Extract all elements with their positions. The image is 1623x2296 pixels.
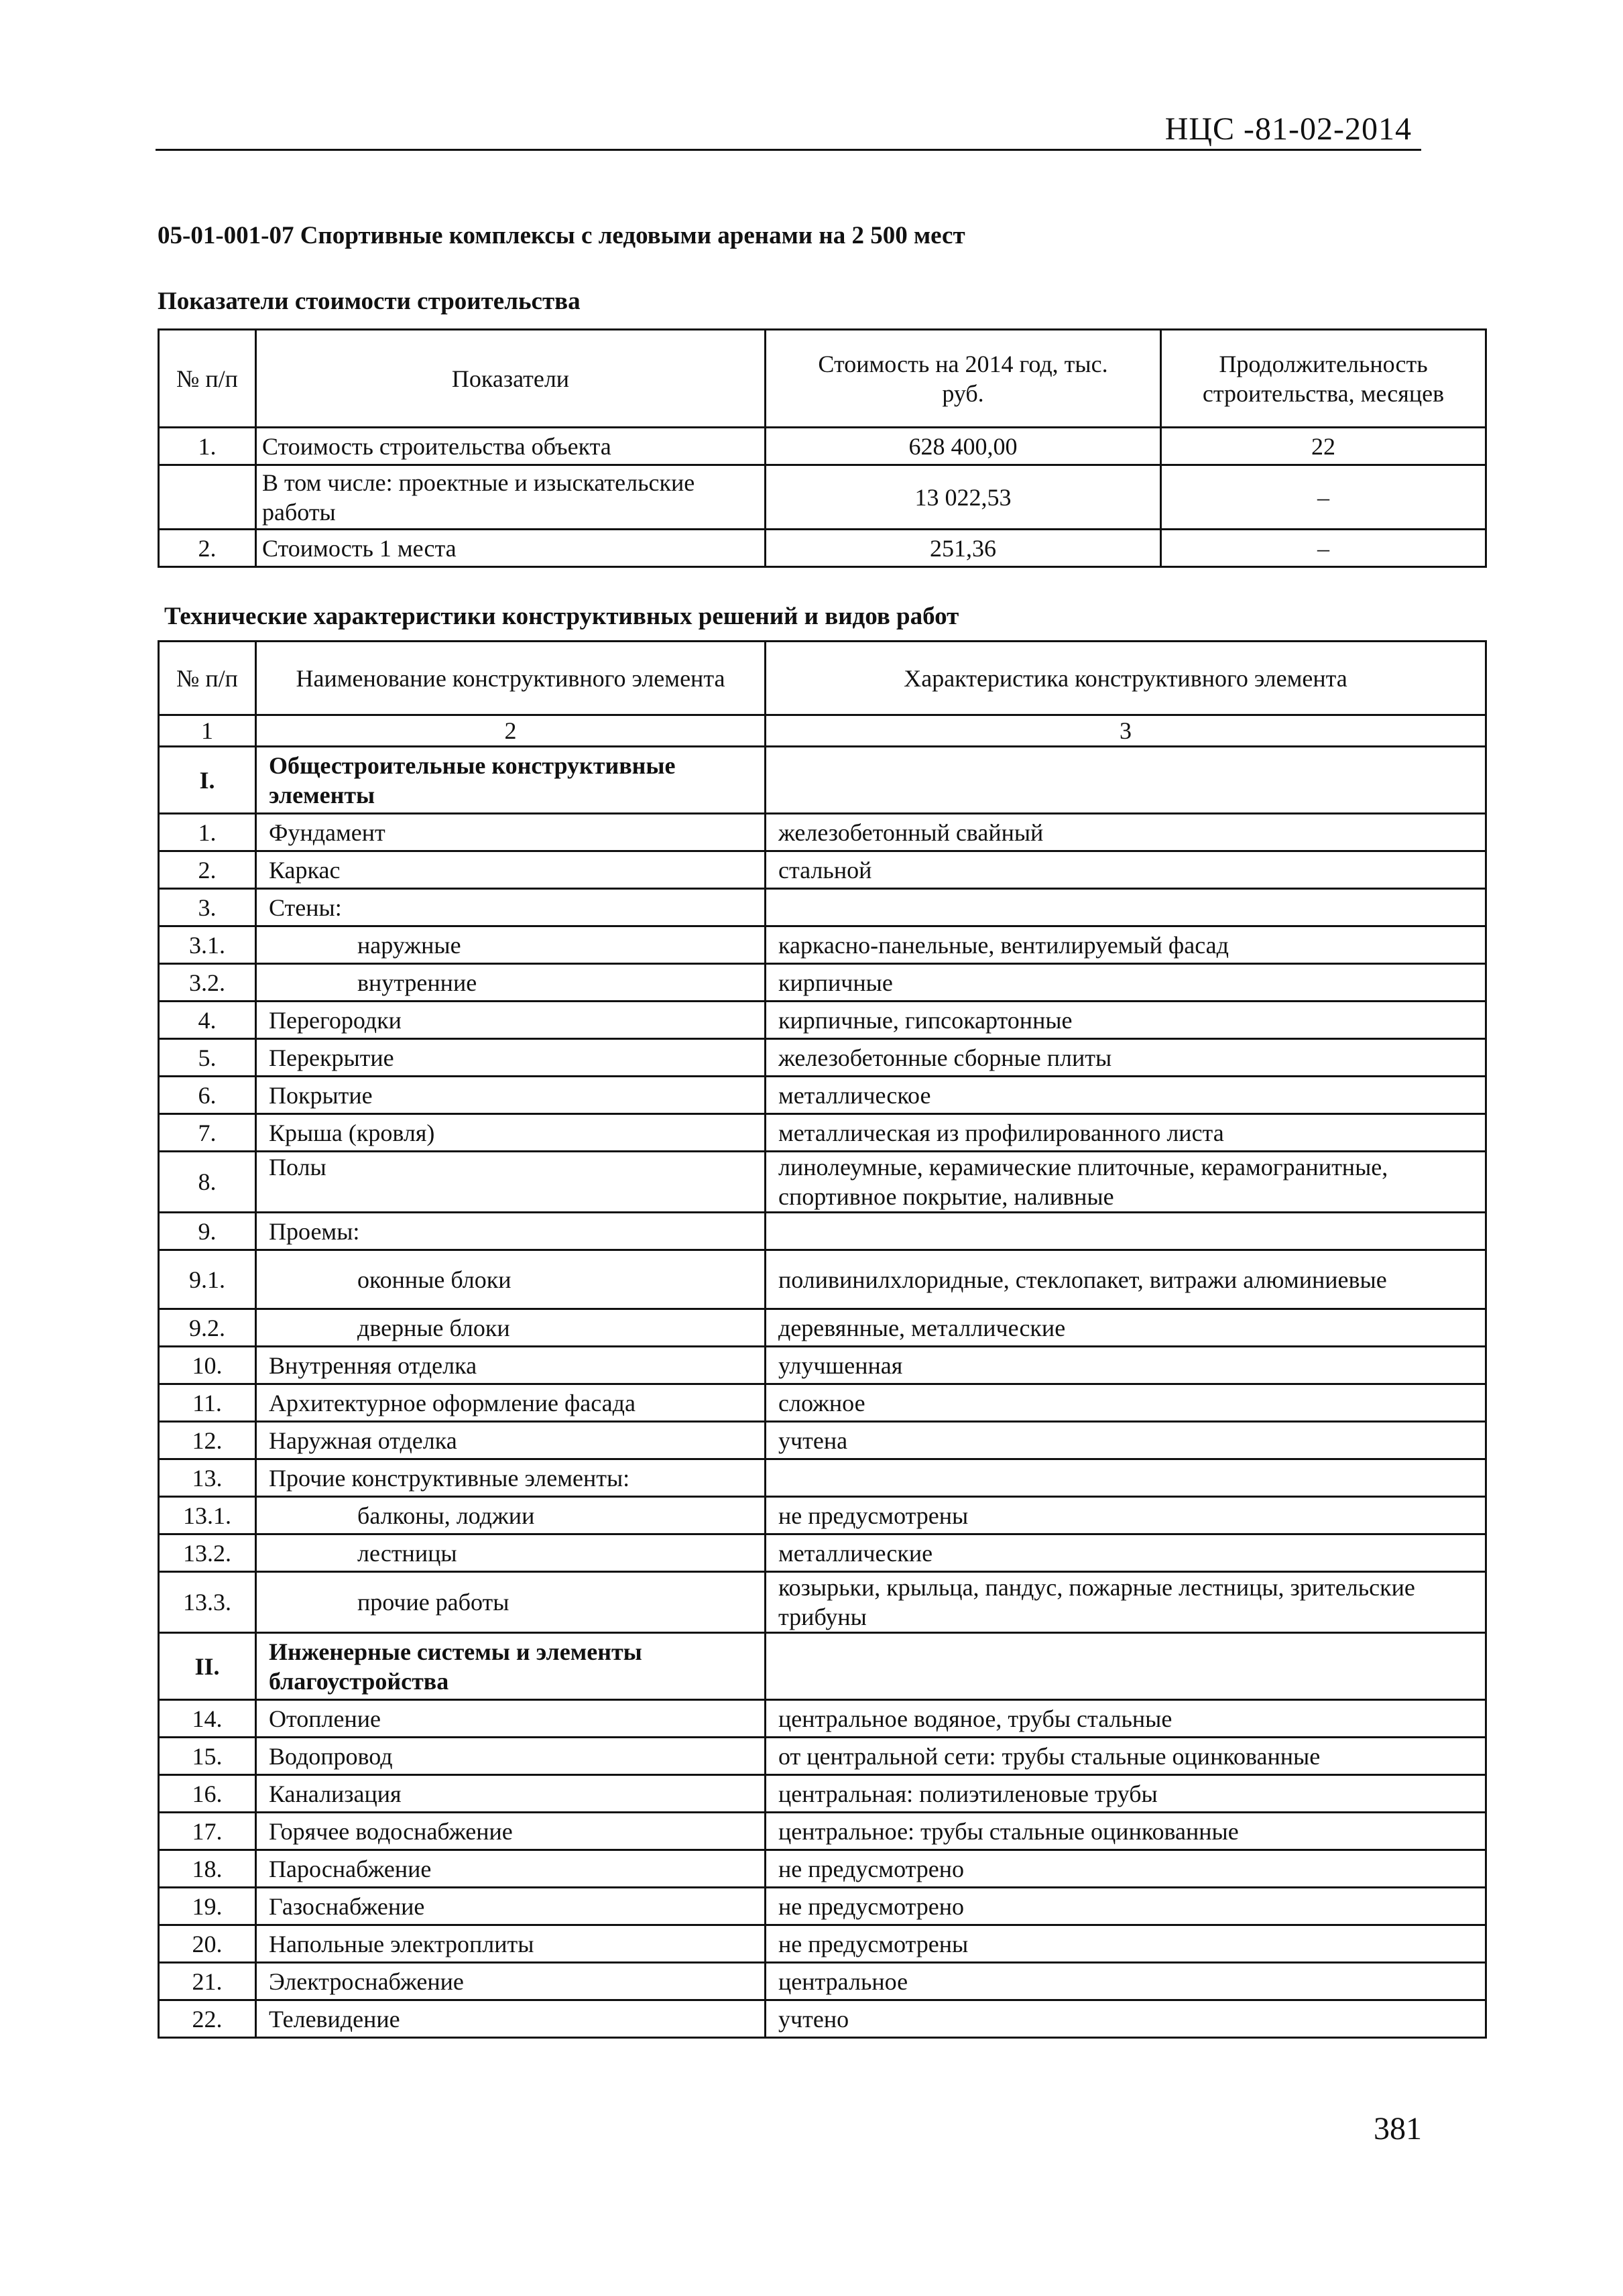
table-row [159, 1813, 1486, 1850]
row-num: 21. [159, 1963, 256, 2000]
table-row [159, 428, 1486, 465]
row-characteristic: центральное [766, 1963, 1486, 2000]
row-name: Стоимость строительства объекта [256, 428, 766, 465]
row-characteristic: деревянные, металлические [766, 1309, 1486, 1347]
table-row [159, 465, 1486, 530]
row-num: 22. [159, 2000, 256, 2038]
row-name: Водопровод [256, 1738, 766, 1775]
row-num: 8. [159, 1152, 256, 1213]
row-num: II. [159, 1633, 256, 1700]
table-row [159, 1738, 1486, 1775]
table-row [159, 1925, 1486, 1963]
row-name: Телевидение [256, 2000, 766, 2038]
row-name: Полы [256, 1152, 766, 1213]
row-num: 13. [159, 1459, 256, 1497]
column-number: 3 [766, 715, 1486, 747]
tech-section-heading: Технические характеристики конструктивных решений и видов работ [164, 603, 959, 630]
table-row [159, 1039, 1486, 1077]
row-characteristic: железобетонные сборные плиты [766, 1039, 1486, 1077]
row-num: I. [159, 747, 256, 814]
table-row [159, 1152, 1486, 1213]
row-num: 9.1. [159, 1250, 256, 1309]
row-num: 1. [159, 428, 256, 465]
row-characteristic [766, 1633, 1486, 1700]
cost-table-header [159, 330, 1486, 428]
row-characteristic: каркасно-панельные, вентилируемый фасад [766, 926, 1486, 964]
row-name: Проемы: [256, 1213, 766, 1250]
row-name: Фундамент [256, 814, 766, 851]
tech-table [158, 640, 1487, 2039]
row-characteristic: козырьки, крыльца, пандус, пожарные лестницы, зрительские трибуны [766, 1572, 1486, 1633]
table-row [159, 1347, 1486, 1384]
row-characteristic: железобетонный свайный [766, 814, 1486, 851]
row-num: 14. [159, 1700, 256, 1738]
row-name: Архитектурное оформление фасада [256, 1384, 766, 1422]
row-name: Пароснабжение [256, 1850, 766, 1888]
table-row [159, 1213, 1486, 1250]
row-num: 3.1. [159, 926, 256, 964]
row-num: 4. [159, 1002, 256, 1039]
row-characteristic: сложное [766, 1384, 1486, 1422]
row-num: 5. [159, 1039, 256, 1077]
row-characteristic [766, 747, 1486, 814]
row-num [159, 465, 256, 530]
row-num: 6. [159, 1077, 256, 1114]
header-rule [156, 149, 1421, 151]
table-row [159, 889, 1486, 926]
row-name: дверные блоки [256, 1309, 766, 1347]
row-characteristic: учтено [766, 2000, 1486, 2038]
row-name: Электроснабжение [256, 1963, 766, 2000]
row-characteristic: металлическая из профилированного листа [766, 1114, 1486, 1152]
row-num: 2. [159, 851, 256, 889]
col-header-num: № п/п [159, 330, 256, 428]
row-name: наружные [256, 926, 766, 964]
row-name: Горячее водоснабжение [256, 1813, 766, 1850]
table-row [159, 851, 1486, 889]
table-row [159, 1114, 1486, 1152]
row-name: Прочие конструктивные элементы: [256, 1459, 766, 1497]
section-name: Инженерные системы и элементы благоустройства [256, 1633, 766, 1700]
table-row [159, 1775, 1486, 1813]
row-num: 10. [159, 1347, 256, 1384]
table-row [159, 1888, 1486, 1925]
row-name: лестницы [256, 1534, 766, 1572]
row-name: Стены: [256, 889, 766, 926]
table-row [159, 1850, 1486, 1888]
row-name: Каркас [256, 851, 766, 889]
row-characteristic: стальной [766, 851, 1486, 889]
row-num: 13.1. [159, 1497, 256, 1534]
row-name: балконы, лоджии [256, 1497, 766, 1534]
row-num: 1. [159, 814, 256, 851]
col-header-element: Наименование конструктивного элемента [256, 642, 766, 715]
col-header-duration: Продолжительность строительства, месяцев [1161, 330, 1486, 428]
row-cost: 251,36 [766, 530, 1161, 567]
column-number: 2 [256, 715, 766, 747]
row-characteristic: центральное: трубы стальные оцинкованные [766, 1813, 1486, 1850]
table-row [159, 1572, 1486, 1633]
row-num: 18. [159, 1850, 256, 1888]
row-characteristic: учтена [766, 1422, 1486, 1459]
row-name: Наружная отделка [256, 1422, 766, 1459]
row-characteristic: кирпичные, гипсокартонные [766, 1002, 1486, 1039]
row-num: 3. [159, 889, 256, 926]
row-name: Канализация [256, 1775, 766, 1813]
row-cost: 13 022,53 [766, 465, 1161, 530]
row-name: Отопление [256, 1700, 766, 1738]
row-characteristic: от центральной сети: трубы стальные оцинкованные [766, 1738, 1486, 1775]
cost-section-heading: Показатели стоимости строительства [158, 288, 581, 315]
section-name: Общестроительные конструктивные элементы [256, 747, 766, 814]
row-name: Крыша (кровля) [256, 1114, 766, 1152]
row-num: 2. [159, 530, 256, 567]
row-characteristic: металлические [766, 1534, 1486, 1572]
table-row [159, 926, 1486, 964]
cost-table [158, 328, 1487, 568]
page-number: 381 [1374, 2111, 1422, 2147]
row-num: 11. [159, 1384, 256, 1422]
table-row [159, 964, 1486, 1002]
row-num: 15. [159, 1738, 256, 1775]
row-name: Покрытие [256, 1077, 766, 1114]
row-num: 16. [159, 1775, 256, 1813]
column-numbers-row [159, 715, 1486, 747]
row-num: 13.3. [159, 1572, 256, 1633]
tech-table-header [159, 642, 1486, 715]
row-name: Напольные электроплиты [256, 1925, 766, 1963]
row-characteristic: кирпичные [766, 964, 1486, 1002]
row-cost: 628 400,00 [766, 428, 1161, 465]
table-row [159, 1534, 1486, 1572]
table-row [159, 1002, 1486, 1039]
table-row [159, 530, 1486, 567]
row-num: 3.2. [159, 964, 256, 1002]
table-row [159, 1633, 1486, 1700]
row-num: 9. [159, 1213, 256, 1250]
table-row [159, 1963, 1486, 2000]
row-num: 13.2. [159, 1534, 256, 1572]
table-row [159, 2000, 1486, 2038]
row-characteristic [766, 1213, 1486, 1250]
table-row [159, 1077, 1486, 1114]
row-duration: 22 [1161, 428, 1486, 465]
document-code: НЦС -81-02-2014 [1164, 111, 1412, 147]
table-row [159, 814, 1486, 851]
col-header-cost: Стоимость на 2014 год, тыс. руб. [766, 330, 1161, 428]
row-num: 20. [159, 1925, 256, 1963]
row-name: оконные блоки [256, 1250, 766, 1309]
row-characteristic: металлическое [766, 1077, 1486, 1114]
col-header-num: № п/п [159, 642, 256, 715]
row-characteristic: улучшенная [766, 1347, 1486, 1384]
row-num: 7. [159, 1114, 256, 1152]
row-num: 12. [159, 1422, 256, 1459]
row-name: Внутренняя отделка [256, 1347, 766, 1384]
table-row [159, 1459, 1486, 1497]
row-name: прочие работы [256, 1572, 766, 1633]
row-characteristic: не предусмотрено [766, 1850, 1486, 1888]
row-name: Перегородки [256, 1002, 766, 1039]
row-characteristic [766, 1459, 1486, 1497]
table-row [159, 747, 1486, 814]
row-characteristic: не предусмотрены [766, 1925, 1486, 1963]
row-name: Стоимость 1 места [256, 530, 766, 567]
row-num: 17. [159, 1813, 256, 1850]
row-name: внутренние [256, 964, 766, 1002]
table-row [159, 1309, 1486, 1347]
row-num: 19. [159, 1888, 256, 1925]
row-characteristic: центральное водяное, трубы стальные [766, 1700, 1486, 1738]
row-characteristic: не предусмотрено [766, 1888, 1486, 1925]
row-name: Газоснабжение [256, 1888, 766, 1925]
table-row [159, 1497, 1486, 1534]
page-title: 05-01-001-07 Спортивные комплексы с ледовыми аренами на 2 500 мест [158, 222, 965, 249]
column-number: 1 [159, 715, 256, 747]
table-row [159, 1250, 1486, 1309]
row-characteristic: поливинилхлоридные, стеклопакет, витражи алюминиевые [766, 1250, 1486, 1309]
table-row [159, 1700, 1486, 1738]
row-duration: – [1161, 530, 1486, 567]
table-row [159, 1422, 1486, 1459]
tech-table-body [159, 747, 1486, 2038]
row-characteristic [766, 889, 1486, 926]
col-header-characteristic: Характеристика конструктивного элемента [766, 642, 1486, 715]
col-header-indicator: Показатели [256, 330, 766, 428]
table-row [159, 1384, 1486, 1422]
row-name: В том числе: проектные и изыскательские работы [256, 465, 766, 530]
row-characteristic: линолеумные, керамические плиточные, керамогранитные, спортивное покрытие, наливные [766, 1152, 1486, 1213]
row-characteristic: центральная: полиэтиленовые трубы [766, 1775, 1486, 1813]
row-duration: – [1161, 465, 1486, 530]
row-name: Перекрытие [256, 1039, 766, 1077]
row-characteristic: не предусмотрены [766, 1497, 1486, 1534]
row-num: 9.2. [159, 1309, 256, 1347]
